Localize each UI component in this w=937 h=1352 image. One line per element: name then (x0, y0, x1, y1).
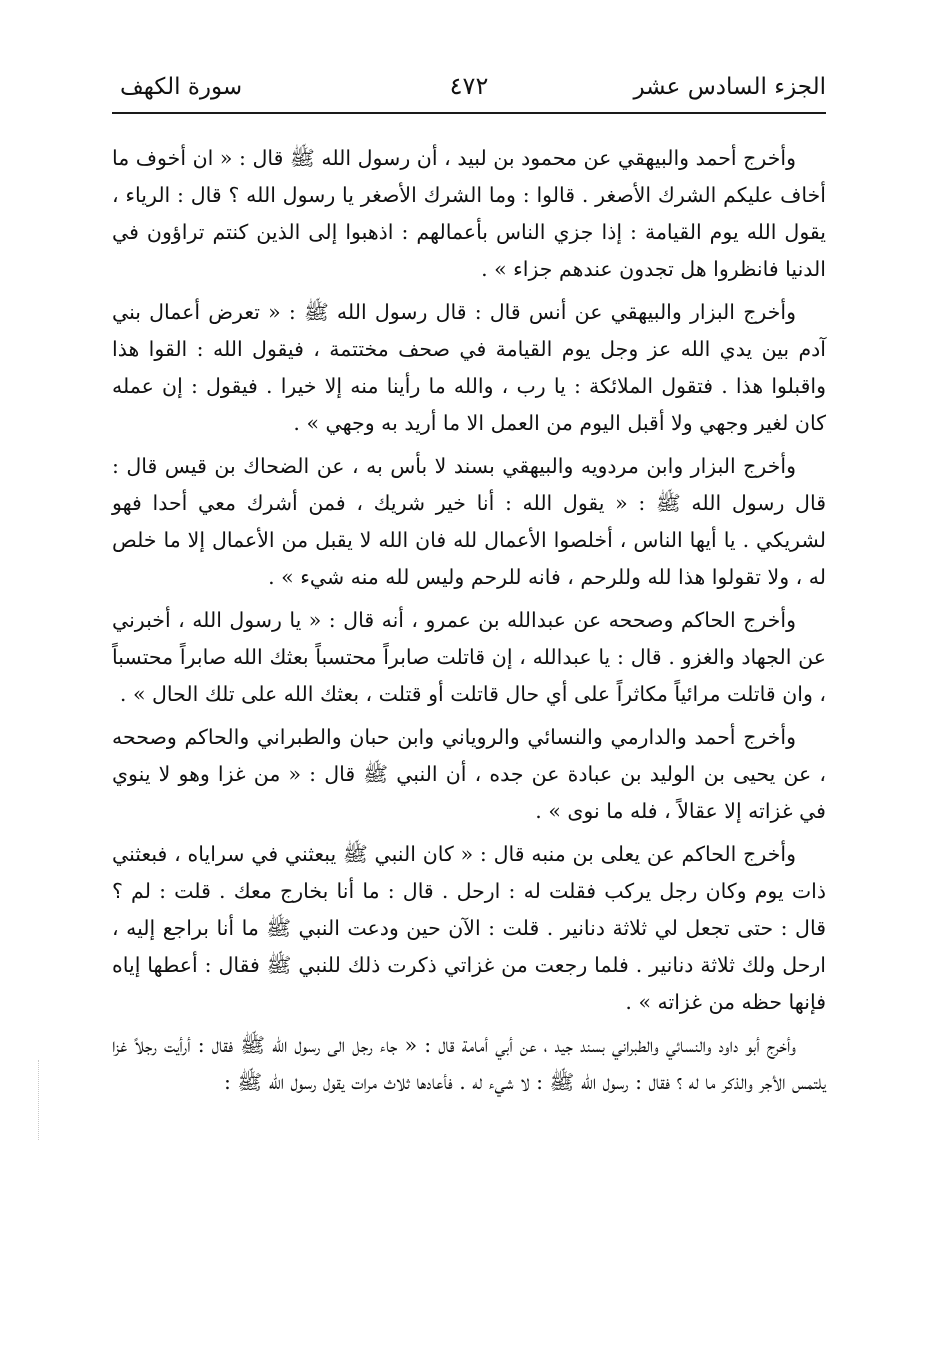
paragraph: وأخرج البزار والبيهقي عن أنس قال : قال رسول الله ﷺ : « تعرض أعمال بني آدم بين يدي الله عز وجل يوم القيامة في صحف مختتمة ، فيقول الله : القوا هذا واقبلوا هذا . فتقول الملائكة : يا رب ، والله ما رأينا منه إلا خيرا . فيقول : إن عمله كان لغير وجهي ولا أقبل اليوم من العمل الا ما أريد به وجهي » . (112, 300, 826, 435)
paragraph: وأخرج أحمد والبيهقي عن محمود بن لبيد ، أن رسول الله ﷺ قال : « ان أخوف ما أخاف عليكم الشرك الأصغر . قالوا : وما الشرك الأصغر يا رسول الله ؟ قال : الرياء ، يقول الله يوم القيامة : إذا جزي الناس بأعمالهم : اذهبوا إلى الذين كنتم تراؤون في الدنيا فانظروا هل تجدون عندهم جزاء » . (112, 146, 826, 281)
book-page (112, 62, 826, 1302)
margin-mark (38, 1060, 45, 1140)
page-number: ٤٧٢ (449, 72, 489, 100)
paragraph: وأخرج البزار وابن مردويه والبيهقي بسند لا بأس به ، عن الضحاك بن قيس قال : قال رسول الله ﷺ : « يقول الله : أنا خير شريك ، فمن أشرك معي أحدا فهو لشريكي . يا أيها الناس ، أخلصوا الأعمال لله فان الله لا يقبل من الأعمال إلا ما خلص له ، ولا تقولوا هذا لله وللرحم ، فانه للرحم وليس لله منه شيء » . (112, 454, 826, 589)
paragraph: وأخرج الحاكم وصححه عن عبدالله بن عمرو ، أنه قال : « يا رسول الله ، أخبرني عن الجهاد والغزو . قال : يا عبدالله ، إن قاتلت صابراً محتسباً بعثك الله صابراً محتسباً ، وان قاتلت مرائياً مكاثراً على أي حال قاتلت أو قتلت ، بعثك الله على تلك الحال » . (112, 608, 826, 706)
surah-title: سورة الكهف (120, 74, 243, 100)
page-body (112, 140, 826, 1101)
paragraph: وأخرج أبو داود والنسائي والطبراني بسند جيد ، عن أبي أمامة قال : « جاء رجل الى رسول الله ﷺ فقال : أرأيت رجلاً غزا يلتمس الأجر والذكر ما له ؟ فقال : رسول الله ﷺ : لا شيء له . فأعادها ثلاث مرات يقول رسول الله ﷺ : (112, 1033, 826, 1094)
part-title: الجزء السادس عشر (633, 74, 826, 100)
paragraph: وأخرج أحمد والدارمي والنسائي والروياني وابن حبان والطبراني والحاكم وصححه ، عن يحيى بن الوليد بن عبادة عن جده ، أن النبي ﷺ قال : « من غزا وهو لا ينوي في غزاته إلا عقالاً ، فله ما نوى » . (112, 725, 826, 823)
running-header (112, 62, 826, 114)
paragraph: وأخرج الحاكم عن يعلى بن منبه قال : « كان النبي ﷺ يبعثني في سراياه ، فبعثني ذات يوم وكان رجل يركب فقلت له : ارحل . قال : ما أنا بخارج معك . قلت : لم ؟ قال : حتى تجعل لي ثلاثة دنانير . قلت : الآن حين ودعت النبي ﷺ ما أنا براجع إليه ، ارحل ولك ثلاثة دنانير . فلما رجعت من غزاتي ذكرت ذلك للنبي ﷺ فقال : أعطها إياه فإنها حظه من غزاته » . (112, 842, 826, 1014)
